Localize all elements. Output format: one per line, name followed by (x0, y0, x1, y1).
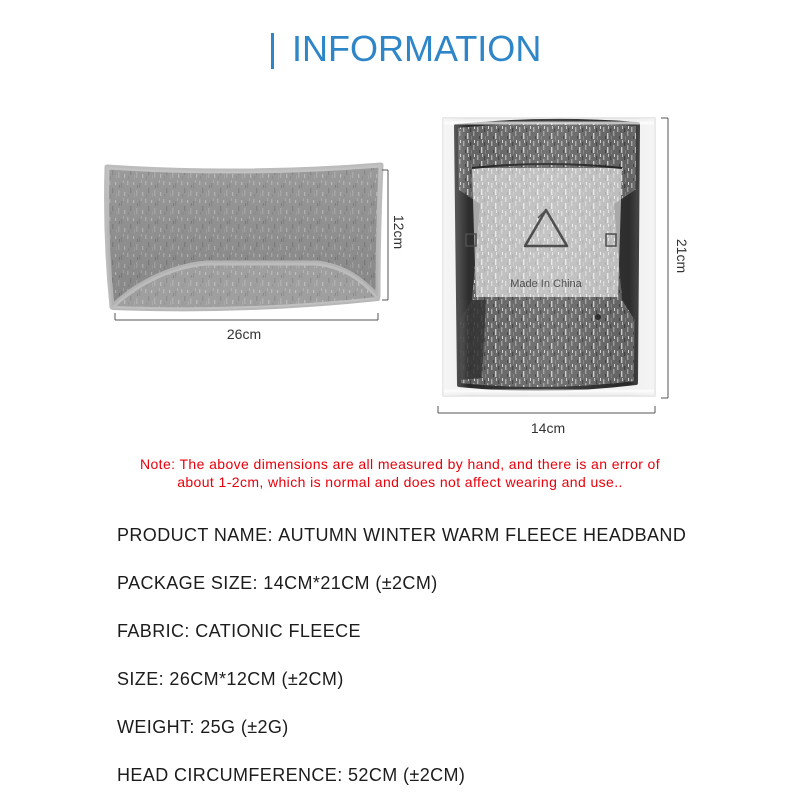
headband-width-label: 26cm (226, 326, 262, 342)
spec-value: 25G (±2G) (200, 717, 289, 737)
measurement-note-line: about 1-2cm, which is normal and does not affect wearing and use.. (177, 474, 623, 490)
spec-row-head-circumference (117, 751, 787, 799)
spec-label: PRODUCT NAME: (117, 525, 273, 545)
package-height-dimension (661, 118, 668, 398)
spec-row-weight (117, 703, 787, 751)
spec-value: 52CM (±2CM) (348, 765, 466, 785)
page-title: INFORMATION (292, 28, 542, 69)
spec-row-product-name (117, 511, 787, 559)
spec-label: HEAD CIRCUMFERENCE: (117, 765, 343, 785)
spec-value: AUTUMN WINTER WARM FLEECE HEADBAND (278, 525, 687, 545)
headband-height-dimension (382, 170, 388, 300)
spec-label: PACKAGE SIZE: (117, 573, 258, 593)
spec-list (117, 511, 787, 799)
spec-value: 14CM*21CM (±2CM) (263, 573, 438, 593)
package-image (443, 118, 655, 396)
measurement-note-line: Note: The above dimensions are all measured by hand, and there is an error of (139, 456, 661, 472)
headband-width-dimension (115, 313, 378, 320)
spec-label: FABRIC: (117, 621, 190, 641)
spec-label: WEIGHT: (117, 717, 195, 737)
package-width-dimension (438, 406, 655, 413)
spec-row-size (117, 655, 787, 703)
spec-row-package-size (117, 559, 787, 607)
package-width-label: 14cm (530, 420, 566, 436)
package-sheen (443, 118, 655, 396)
package-height-label: 21cm (674, 238, 690, 274)
spec-row-fabric (117, 607, 787, 655)
headband-height-label: 12cm (391, 214, 407, 250)
spec-label: SIZE: (117, 669, 165, 689)
headband-image (107, 165, 381, 309)
measurement-note (80, 455, 720, 491)
spec-value: CATIONIC FLEECE (195, 621, 361, 641)
spec-value: 26CM*12CM (±2CM) (169, 669, 344, 689)
